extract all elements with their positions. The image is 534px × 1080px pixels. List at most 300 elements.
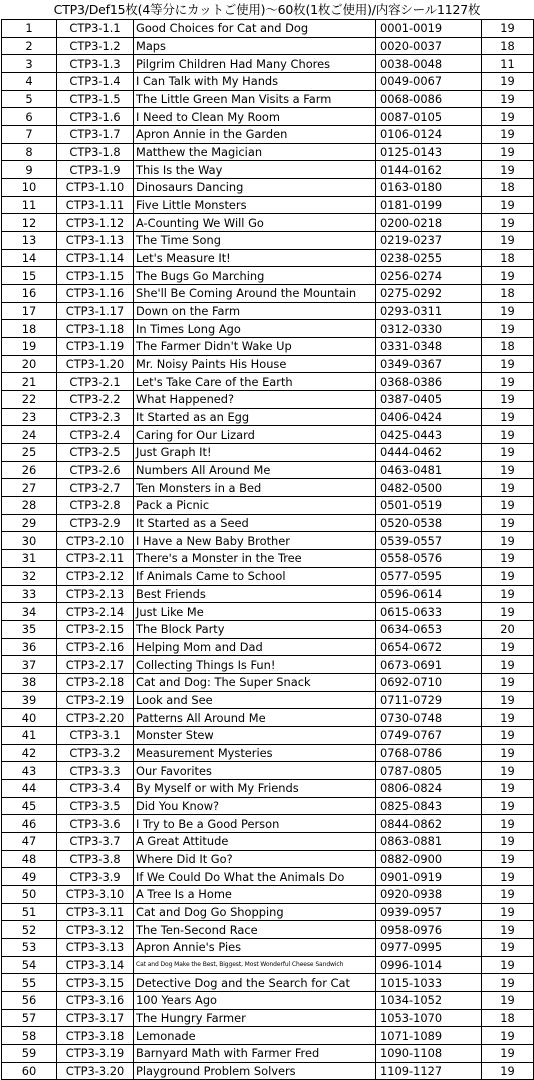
sticker-count-cell: 19 [482,444,534,462]
item-code-cell: CTP3-3.8 [57,850,134,868]
table-row [2,656,534,674]
item-code-cell: CTP3-1.20 [57,355,134,373]
sticker-range-cell: 0882-0900 [376,850,482,868]
sticker-range-cell: 1071-1089 [376,1027,482,1045]
row-number-cell: 26 [2,461,57,479]
row-number-cell: 20 [2,355,57,373]
row-number-cell: 37 [2,656,57,674]
sticker-count-cell: 19 [482,108,534,126]
sticker-count-cell: 19 [482,532,534,550]
book-title-cell: Down on the Farm [134,302,376,320]
row-number-cell: 23 [2,408,57,426]
book-title-cell: Cat and Dog: The Super Snack [134,673,376,691]
sticker-count-cell: 19 [482,709,534,727]
sticker-range-cell: 0125-0143 [376,143,482,161]
sticker-range-cell: 0387-0405 [376,391,482,409]
row-number-cell: 42 [2,744,57,762]
sticker-count-cell: 19 [482,267,534,285]
sticker-count-cell: 19 [482,550,534,568]
sticker-range-cell: 0068-0086 [376,90,482,108]
table-row [2,1062,534,1080]
sticker-range-cell: 0463-0481 [376,461,482,479]
item-code-cell: CTP3-2.10 [57,532,134,550]
table-body [2,20,534,1080]
item-code-cell: CTP3-2.5 [57,444,134,462]
book-title-cell: Caring for Our Lizard [134,426,376,444]
table-row [2,974,534,992]
sticker-count-cell: 19 [482,1044,534,1062]
table-row [2,426,534,444]
table-row [2,903,534,921]
sticker-count-cell: 19 [482,815,534,833]
item-code-cell: CTP3-2.8 [57,497,134,515]
table-row [2,585,534,603]
item-code-cell: CTP3-2.20 [57,709,134,727]
table-row [2,726,534,744]
sticker-count-cell: 18 [482,285,534,303]
book-title-cell: Our Favorites [134,762,376,780]
row-number-cell: 60 [2,1062,57,1080]
item-code-cell: CTP3-3.13 [57,938,134,956]
sticker-range-cell: 0106-0124 [376,126,482,144]
row-number-cell: 5 [2,90,57,108]
item-code-cell: CTP3-3.17 [57,1009,134,1027]
sticker-range-cell: 0958-0976 [376,921,482,939]
sticker-range-cell: 0977-0995 [376,938,482,956]
sticker-count-cell: 19 [482,355,534,373]
sticker-range-cell: 0219-0237 [376,232,482,250]
sticker-count-cell: 18 [482,338,534,356]
book-title-cell: Cat and Dog Make the Best, Biggest, Most Wonderful Cheese Sandwich [134,956,376,974]
book-title-cell: The Block Party [134,620,376,638]
sticker-count-cell: 19 [482,956,534,974]
sticker-count-cell: 19 [482,232,534,250]
item-code-cell: CTP3-1.14 [57,249,134,267]
item-code-cell: CTP3-2.17 [57,656,134,674]
row-number-cell: 24 [2,426,57,444]
table-row [2,921,534,939]
sticker-range-cell: 0768-0786 [376,744,482,762]
item-code-cell: CTP3-3.7 [57,832,134,850]
sticker-range-cell: 0692-0710 [376,673,482,691]
sticker-range-cell: 0144-0162 [376,161,482,179]
sticker-range-cell: 0825-0843 [376,797,482,815]
table-row [2,20,534,38]
row-number-cell: 14 [2,249,57,267]
row-number-cell: 36 [2,638,57,656]
sticker-range-cell: 0331-0348 [376,338,482,356]
row-number-cell: 7 [2,126,57,144]
table-row [2,267,534,285]
book-title-cell: Good Choices for Cat and Dog [134,20,376,38]
row-number-cell: 15 [2,267,57,285]
item-code-cell: CTP3-3.3 [57,762,134,780]
sticker-count-cell: 19 [482,567,534,585]
sticker-count-cell: 19 [482,762,534,780]
item-code-cell: CTP3-3.12 [57,921,134,939]
sticker-range-cell: 0038-0048 [376,55,482,73]
table-row [2,249,534,267]
book-title-cell: In Times Long Ago [134,320,376,338]
table-row [2,638,534,656]
book-title-cell: Measurement Mysteries [134,744,376,762]
sticker-range-cell: 0020-0037 [376,37,482,55]
sticker-range-cell: 0673-0691 [376,656,482,674]
sticker-count-cell: 18 [482,37,534,55]
book-title-cell: The Little Green Man Visits a Farm [134,90,376,108]
item-code-cell: CTP3-2.7 [57,479,134,497]
sticker-count-cell: 19 [482,726,534,744]
book-title-cell: This Is the Way [134,161,376,179]
table-row [2,126,534,144]
row-number-cell: 32 [2,567,57,585]
item-code-cell: CTP3-1.5 [57,90,134,108]
item-code-cell: CTP3-3.1 [57,726,134,744]
item-code-cell: CTP3-1.12 [57,214,134,232]
item-code-cell: CTP3-3.2 [57,744,134,762]
sticker-range-cell: 0844-0862 [376,815,482,833]
book-title-cell: Dinosaurs Dancing [134,179,376,197]
sticker-range-cell: 0520-0538 [376,514,482,532]
item-code-cell: CTP3-2.4 [57,426,134,444]
book-title-cell: It Started as an Egg [134,408,376,426]
sticker-range-cell: 0654-0672 [376,638,482,656]
sticker-range-cell: 0558-0576 [376,550,482,568]
book-title-cell: Barnyard Math with Farmer Fred [134,1044,376,1062]
row-number-cell: 45 [2,797,57,815]
table-row [2,355,534,373]
book-title-cell: The Bugs Go Marching [134,267,376,285]
item-code-cell: CTP3-1.10 [57,179,134,197]
sticker-range-cell: 0049-0067 [376,73,482,91]
table-row [2,179,534,197]
book-title-cell: A Tree Is a Home [134,885,376,903]
sticker-count-cell: 19 [482,832,534,850]
table-row [2,762,534,780]
sticker-count-cell: 19 [482,90,534,108]
row-number-cell: 39 [2,691,57,709]
book-title-cell: Best Friends [134,585,376,603]
table-row [2,302,534,320]
sticker-count-cell: 19 [482,214,534,232]
item-code-cell: CTP3-3.20 [57,1062,134,1080]
table-row [2,90,534,108]
row-number-cell: 11 [2,196,57,214]
book-title-cell: Did You Know? [134,797,376,815]
row-number-cell: 6 [2,108,57,126]
row-number-cell: 25 [2,444,57,462]
sticker-range-cell: 0787-0805 [376,762,482,780]
sticker-count-cell: 19 [482,73,534,91]
table-row [2,479,534,497]
table-row [2,797,534,815]
table-row [2,991,534,1009]
sticker-count-cell: 19 [482,797,534,815]
book-title-cell: Maps [134,37,376,55]
book-title-cell: Apron Annie's Pies [134,938,376,956]
sticker-count-cell: 19 [482,461,534,479]
sticker-count-cell: 19 [482,143,534,161]
book-title-cell: If Animals Came to School [134,567,376,585]
item-code-cell: CTP3-3.19 [57,1044,134,1062]
sticker-count-cell: 19 [482,391,534,409]
sticker-count-cell: 19 [482,903,534,921]
book-title-cell: Let's Take Care of the Earth [134,373,376,391]
book-title-cell: I Can Talk with My Hands [134,73,376,91]
sticker-count-cell: 19 [482,1027,534,1045]
book-title-cell: The Farmer Didn't Wake Up [134,338,376,356]
item-code-cell: CTP3-1.9 [57,161,134,179]
sticker-range-cell: 0293-0311 [376,302,482,320]
book-title-cell: Five Little Monsters [134,196,376,214]
sticker-range-cell: 0939-0957 [376,903,482,921]
sticker-range-cell: 0349-0367 [376,355,482,373]
book-title-cell: By Myself or with My Friends [134,779,376,797]
item-code-cell: CTP3-1.7 [57,126,134,144]
item-code-cell: CTP3-2.2 [57,391,134,409]
sticker-range-cell: 0596-0614 [376,585,482,603]
item-code-cell: CTP3-3.5 [57,797,134,815]
book-title-cell: Collecting Things Is Fun! [134,656,376,674]
table-row [2,532,534,550]
table-row [2,550,534,568]
table-row [2,214,534,232]
book-title-cell: The Hungry Farmer [134,1009,376,1027]
table-row [2,850,534,868]
sticker-range-cell: 0001-0019 [376,20,482,38]
table-row [2,815,534,833]
table-row [2,73,534,91]
sticker-range-cell: 0577-0595 [376,567,482,585]
item-code-cell: CTP3-2.11 [57,550,134,568]
row-number-cell: 34 [2,603,57,621]
sticker-range-cell: 1090-1108 [376,1044,482,1062]
row-number-cell: 38 [2,673,57,691]
sticker-range-cell: 0901-0919 [376,868,482,886]
book-title-cell: Just Like Me [134,603,376,621]
row-number-cell: 3 [2,55,57,73]
sticker-count-cell: 18 [482,179,534,197]
sticker-range-cell: 0711-0729 [376,691,482,709]
sticker-range-cell: 0238-0255 [376,249,482,267]
item-code-cell: CTP3-2.3 [57,408,134,426]
sticker-count-cell: 19 [482,885,534,903]
sticker-count-cell: 19 [482,1062,534,1080]
sticker-range-cell: 0275-0292 [376,285,482,303]
book-title-cell: Pilgrim Children Had Many Chores [134,55,376,73]
row-number-cell: 46 [2,815,57,833]
table-row [2,232,534,250]
sticker-count-cell: 19 [482,497,534,515]
sticker-count-cell: 19 [482,302,534,320]
item-code-cell: CTP3-1.2 [57,37,134,55]
sticker-count-cell: 19 [482,479,534,497]
row-number-cell: 33 [2,585,57,603]
sticker-count-cell: 19 [482,514,534,532]
table-row [2,691,534,709]
sticker-count-cell: 20 [482,620,534,638]
row-number-cell: 8 [2,143,57,161]
book-title-cell: She'll Be Coming Around the Mountain [134,285,376,303]
book-title-cell: Where Did It Go? [134,850,376,868]
sticker-range-cell: 0181-0199 [376,196,482,214]
item-code-cell: CTP3-1.17 [57,302,134,320]
sticker-range-cell: 1034-1052 [376,991,482,1009]
sticker-range-cell: 0425-0443 [376,426,482,444]
row-number-cell: 13 [2,232,57,250]
table-row [2,832,534,850]
row-number-cell: 43 [2,762,57,780]
book-title-cell: Monster Stew [134,726,376,744]
sticker-count-cell: 19 [482,691,534,709]
item-code-cell: CTP3-1.13 [57,232,134,250]
book-title-cell: I Have a New Baby Brother [134,532,376,550]
item-code-cell: CTP3-2.12 [57,567,134,585]
sticker-count-cell: 19 [482,585,534,603]
table-row [2,779,534,797]
table-row [2,744,534,762]
book-title-cell: Ten Monsters in a Bed [134,479,376,497]
table-row [2,55,534,73]
row-number-cell: 51 [2,903,57,921]
row-number-cell: 22 [2,391,57,409]
sticker-range-cell: 0806-0824 [376,779,482,797]
row-number-cell: 59 [2,1044,57,1062]
table-row [2,620,534,638]
item-code-cell: CTP3-1.8 [57,143,134,161]
table-row [2,1027,534,1045]
row-number-cell: 47 [2,832,57,850]
item-code-cell: CTP3-1.19 [57,338,134,356]
book-title-cell: Playground Problem Solvers [134,1062,376,1080]
sticker-count-cell: 19 [482,673,534,691]
sticker-range-cell: 0615-0633 [376,603,482,621]
row-number-cell: 29 [2,514,57,532]
sticker-range-cell: 0996-1014 [376,956,482,974]
sticker-count-cell: 19 [482,991,534,1009]
sticker-count-cell: 19 [482,126,534,144]
item-code-cell: CTP3-1.1 [57,20,134,38]
sticker-count-cell: 11 [482,55,534,73]
book-title-cell: I Try to Be a Good Person [134,815,376,833]
sticker-range-cell: 0501-0519 [376,497,482,515]
row-number-cell: 27 [2,479,57,497]
item-code-cell: CTP3-3.11 [57,903,134,921]
book-title-cell: Pack a Picnic [134,497,376,515]
sticker-range-cell: 0406-0424 [376,408,482,426]
sticker-range-cell: 1053-1070 [376,1009,482,1027]
sticker-count-cell: 19 [482,603,534,621]
item-code-cell: CTP3-2.6 [57,461,134,479]
row-number-cell: 55 [2,974,57,992]
sticker-range-cell: 1015-1033 [376,974,482,992]
table-row [2,37,534,55]
row-number-cell: 18 [2,320,57,338]
item-code-cell: CTP3-2.13 [57,585,134,603]
table-row [2,444,534,462]
book-title-cell: It Started as a Seed [134,514,376,532]
item-code-cell: CTP3-2.16 [57,638,134,656]
sticker-range-cell: 0539-0557 [376,532,482,550]
row-number-cell: 54 [2,956,57,974]
row-number-cell: 16 [2,285,57,303]
item-code-cell: CTP3-2.18 [57,673,134,691]
table-row [2,196,534,214]
item-code-cell: CTP3-2.1 [57,373,134,391]
row-number-cell: 41 [2,726,57,744]
item-code-cell: CTP3-2.15 [57,620,134,638]
book-title-cell: If We Could Do What the Animals Do [134,868,376,886]
book-title-cell: Patterns All Around Me [134,709,376,727]
row-number-cell: 10 [2,179,57,197]
row-number-cell: 12 [2,214,57,232]
sticker-range-cell: 0749-0767 [376,726,482,744]
table-row [2,567,534,585]
sticker-table [1,19,534,1080]
table-row [2,497,534,515]
sticker-count-cell: 19 [482,408,534,426]
item-code-cell: CTP3-3.6 [57,815,134,833]
sticker-range-cell: 0087-0105 [376,108,482,126]
row-number-cell: 17 [2,302,57,320]
row-number-cell: 28 [2,497,57,515]
row-number-cell: 56 [2,991,57,1009]
item-code-cell: CTP3-1.4 [57,73,134,91]
row-number-cell: 2 [2,37,57,55]
table-row [2,143,534,161]
item-code-cell: CTP3-1.11 [57,196,134,214]
item-code-cell: CTP3-2.14 [57,603,134,621]
book-title-cell: The Time Song [134,232,376,250]
table-row [2,108,534,126]
book-title-cell: Just Graph It! [134,444,376,462]
sticker-range-cell: 0444-0462 [376,444,482,462]
book-title-cell: What Happened? [134,391,376,409]
item-code-cell: CTP3-3.16 [57,991,134,1009]
row-number-cell: 30 [2,532,57,550]
item-code-cell: CTP3-1.18 [57,320,134,338]
book-title-cell: 100 Years Ago [134,991,376,1009]
table-row [2,1044,534,1062]
book-title-cell: A Great Attitude [134,832,376,850]
row-number-cell: 48 [2,850,57,868]
row-number-cell: 52 [2,921,57,939]
table-row [2,1009,534,1027]
sticker-range-cell: 0634-0653 [376,620,482,638]
book-title-cell: Numbers All Around Me [134,461,376,479]
book-title-cell: Look and See [134,691,376,709]
item-code-cell: CTP3-1.3 [57,55,134,73]
table-row [2,885,534,903]
sticker-range-cell: 0163-0180 [376,179,482,197]
row-number-cell: 53 [2,938,57,956]
sticker-count-cell: 19 [482,974,534,992]
table-row [2,673,534,691]
table-row [2,285,534,303]
book-title-cell: Let's Measure It! [134,249,376,267]
row-number-cell: 4 [2,73,57,91]
row-number-cell: 1 [2,20,57,38]
sticker-count-cell: 19 [482,779,534,797]
book-title-cell: Apron Annie in the Garden [134,126,376,144]
table-row [2,956,534,974]
table-row [2,938,534,956]
book-title-cell: There's a Monster in the Tree [134,550,376,568]
item-code-cell: CTP3-2.19 [57,691,134,709]
sticker-count-cell: 19 [482,656,534,674]
sticker-count-cell: 19 [482,744,534,762]
sticker-count-cell: 19 [482,373,534,391]
